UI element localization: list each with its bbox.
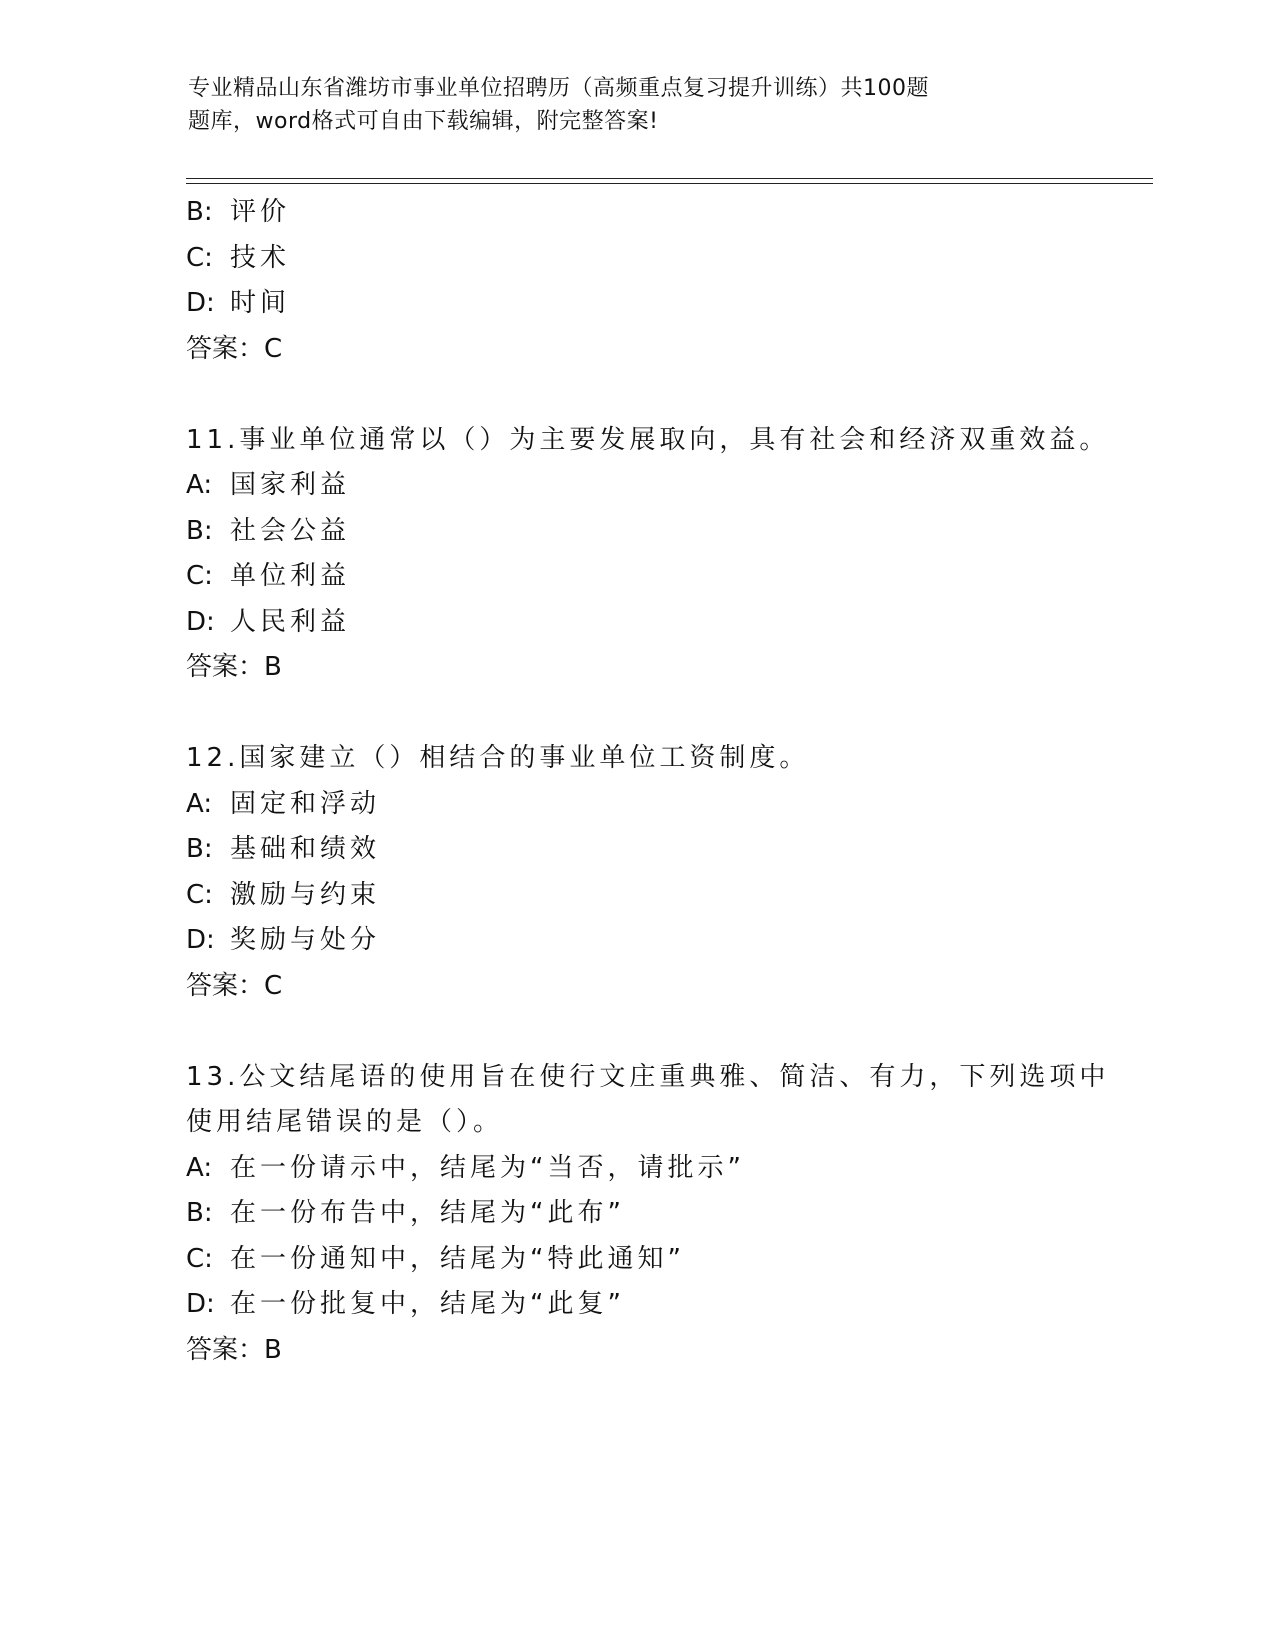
option-a bbox=[186, 1146, 1086, 1192]
question-stem-line-1: 13.公文结尾语的使用旨在使行文庄重典雅、简洁、有力，下列选项中 bbox=[186, 1061, 1110, 1092]
option-key: C: bbox=[186, 879, 213, 910]
option-a bbox=[186, 782, 1086, 828]
option-key: C: bbox=[186, 561, 213, 591]
question-stem: 12.国家建立（）相结合的事业单位工资制度。 bbox=[186, 743, 810, 773]
option-key: D: bbox=[186, 288, 215, 318]
option-text: 评价 bbox=[230, 197, 291, 227]
answer: 答案：C bbox=[186, 333, 283, 364]
question-list bbox=[186, 190, 1110, 1373]
option-text: 基础和绩效 bbox=[230, 834, 381, 864]
option-text: 时间 bbox=[230, 288, 291, 318]
option-c bbox=[186, 1237, 1086, 1283]
option-d bbox=[186, 918, 1086, 964]
header-line-1: 专业精品山东省潍坊市事业单位招聘历（高频重点复习提升训练）共100题 bbox=[188, 76, 929, 101]
question-10 bbox=[186, 190, 1086, 372]
option-text: 技术 bbox=[230, 242, 291, 273]
option-d bbox=[186, 600, 1086, 646]
option-b bbox=[186, 509, 1086, 555]
option-key: D: bbox=[186, 1289, 215, 1319]
option-text: 国家利益 bbox=[230, 470, 351, 500]
option-c bbox=[186, 873, 1086, 919]
option-key: D: bbox=[186, 606, 215, 637]
option-key: B: bbox=[186, 197, 213, 227]
option-text: 在一份请示中，结尾为“当否，请批示” bbox=[230, 1152, 745, 1183]
option-b bbox=[186, 1191, 1086, 1237]
spacer bbox=[186, 372, 1086, 418]
option-key: C: bbox=[186, 1243, 213, 1274]
option-b bbox=[186, 190, 1086, 236]
answer: 答案：B bbox=[186, 1334, 282, 1365]
question-stem-line-2: 使用结尾错误的是（）。 bbox=[186, 1107, 504, 1137]
header-divider-top bbox=[186, 178, 1153, 179]
option-c bbox=[186, 554, 1086, 600]
option-key: D: bbox=[186, 925, 215, 955]
option-d bbox=[186, 281, 1086, 327]
answer: 答案：B bbox=[186, 652, 282, 682]
option-text: 在一份通知中，结尾为“特此通知” bbox=[230, 1243, 685, 1274]
option-key: C: bbox=[186, 242, 213, 273]
spacer bbox=[186, 691, 1086, 737]
option-a bbox=[186, 463, 1086, 509]
option-text: 在一份批复中，结尾为“此复” bbox=[230, 1289, 625, 1319]
question-12 bbox=[186, 736, 1086, 1009]
option-d bbox=[186, 1282, 1086, 1328]
question-stem: 11.事业单位通常以（）为主要发展取向，具有社会和经济双重效益。 bbox=[186, 424, 1110, 455]
option-key: A: bbox=[186, 788, 213, 819]
option-c bbox=[186, 236, 1086, 282]
option-text: 人民利益 bbox=[230, 606, 351, 637]
question-11 bbox=[186, 418, 1110, 691]
option-key: A: bbox=[186, 1152, 213, 1183]
option-text: 单位利益 bbox=[230, 561, 351, 591]
option-text: 在一份布告中，结尾为“此布” bbox=[230, 1198, 625, 1228]
spacer bbox=[186, 1009, 1086, 1055]
option-text: 固定和浮动 bbox=[230, 788, 381, 819]
answer: 答案：C bbox=[186, 970, 283, 1001]
option-text: 激励与约束 bbox=[230, 879, 381, 910]
question-13 bbox=[186, 1055, 1110, 1374]
option-b bbox=[186, 827, 1086, 873]
option-text: 社会公益 bbox=[230, 515, 351, 546]
option-key: B: bbox=[186, 834, 213, 864]
option-key: B: bbox=[186, 1198, 213, 1228]
option-key: A: bbox=[186, 470, 213, 500]
option-text: 奖励与处分 bbox=[230, 925, 381, 955]
header-line-2: 题库，word格式可自由下载编辑，附完整答案! bbox=[188, 109, 659, 134]
option-key: B: bbox=[186, 515, 213, 546]
document-header bbox=[188, 72, 1048, 138]
header-divider-bottom bbox=[186, 183, 1153, 184]
